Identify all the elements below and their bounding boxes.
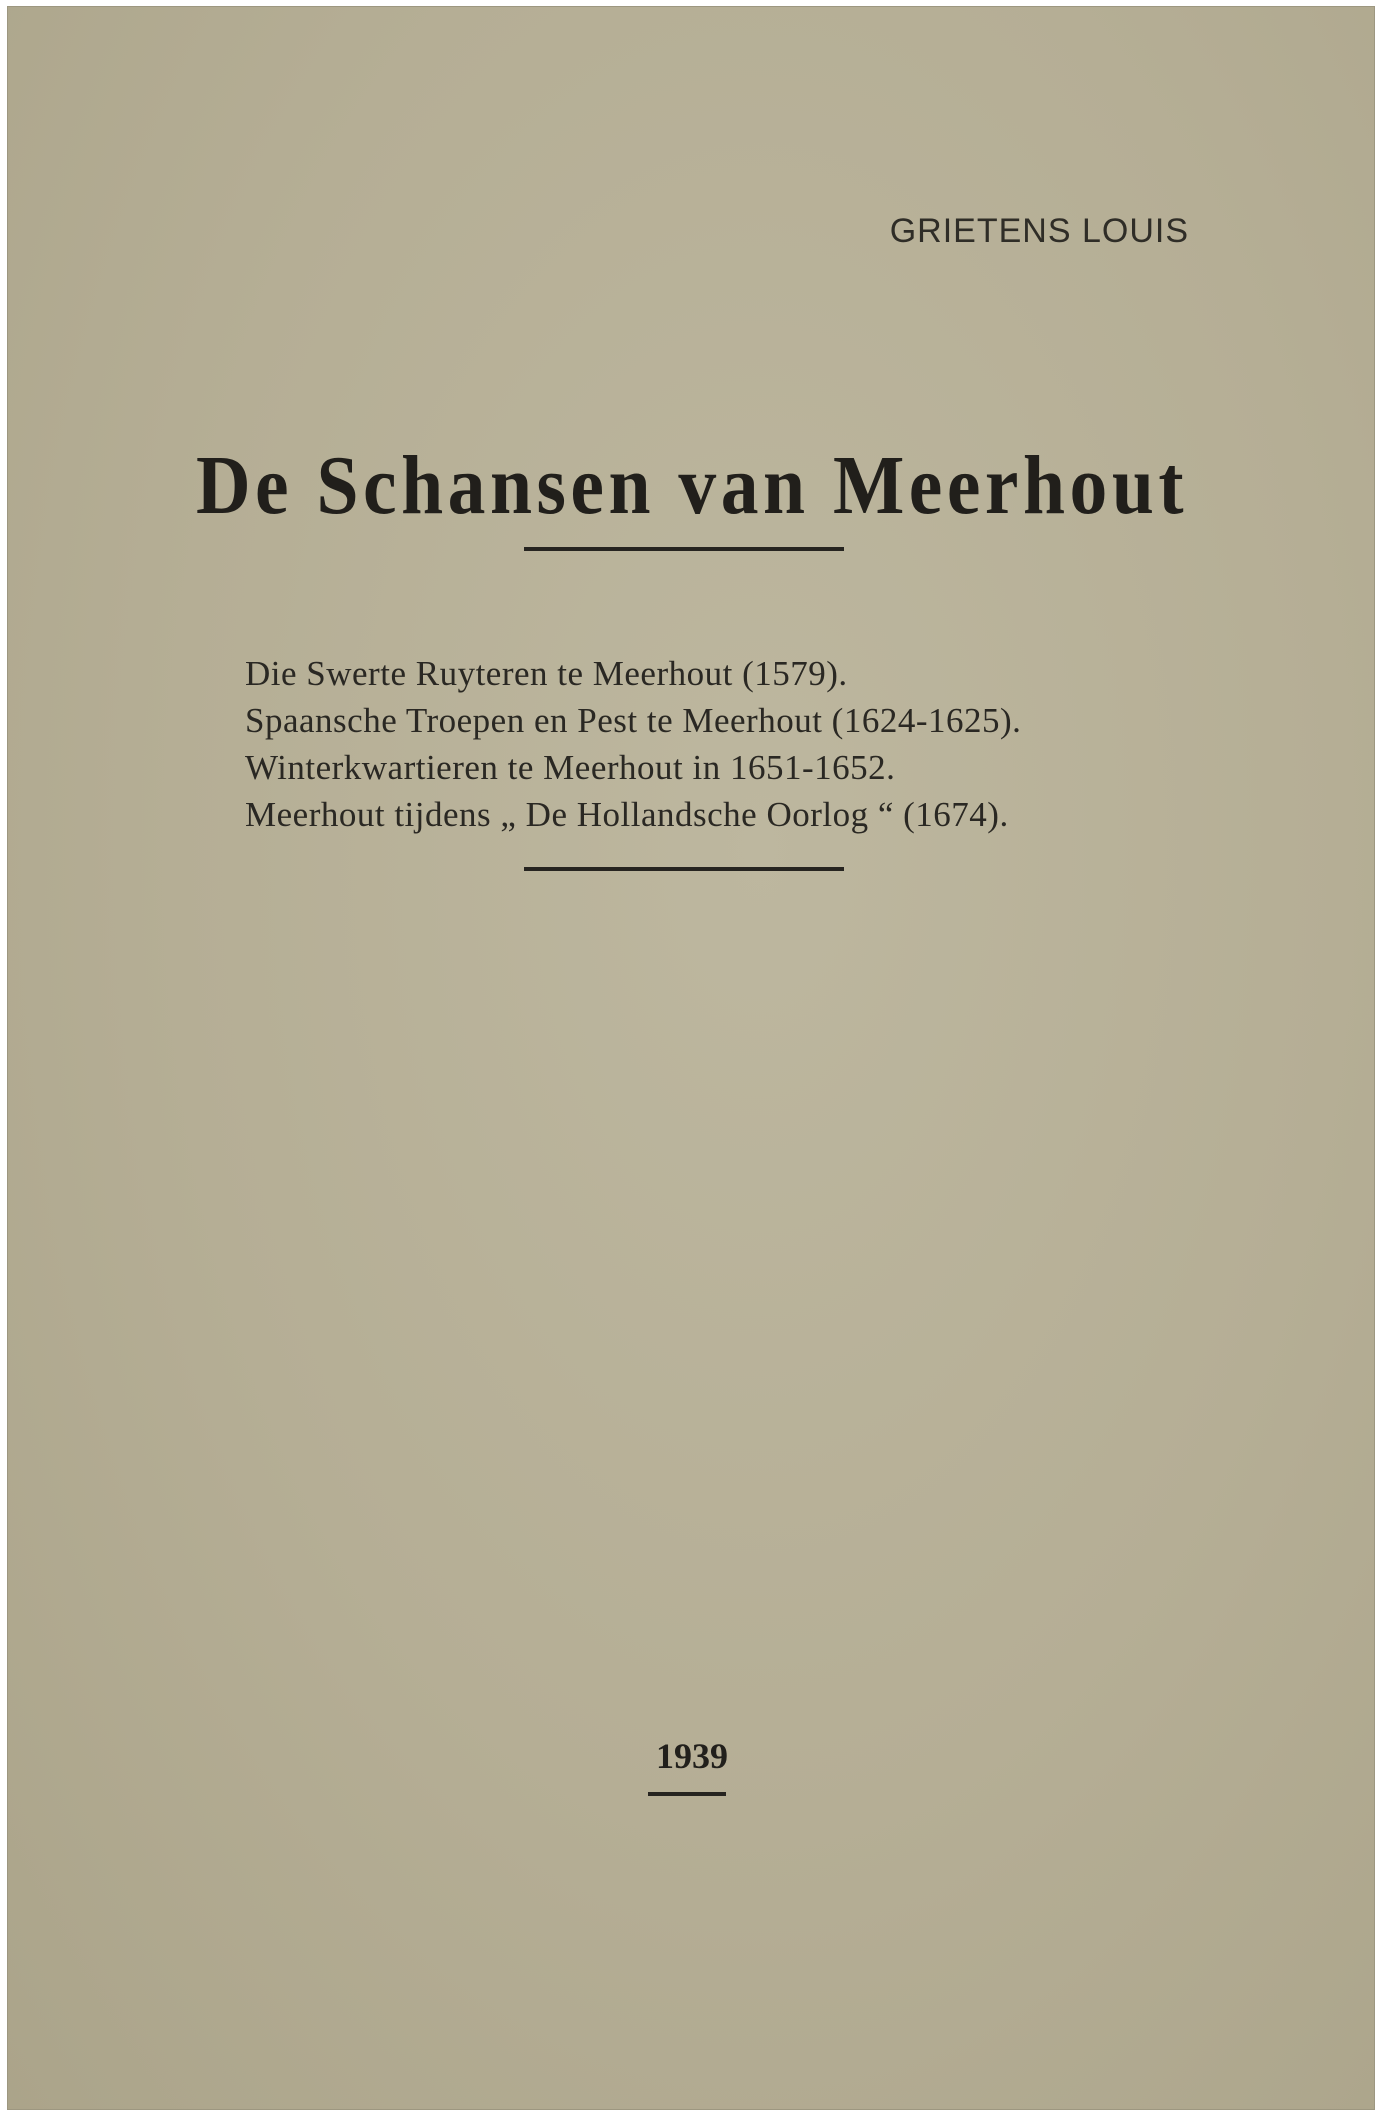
year-underline bbox=[648, 1792, 726, 1796]
book-title: De Schansen van Meerhout bbox=[195, 439, 1189, 532]
publication-year: 1939 bbox=[656, 1736, 728, 1776]
title-divider bbox=[524, 547, 844, 551]
contents-item: Die Swerte Ruyteren te Meerhout (1579). bbox=[245, 654, 848, 693]
contents-item: Winterkwartieren te Meerhout in 1651-1652. bbox=[245, 748, 896, 787]
contents-item: Meerhout tijdens „ De Hollandsche Oorlog “ (1674). bbox=[245, 795, 1009, 834]
book-cover bbox=[7, 6, 1375, 2110]
contents-item: Spaansche Troepen en Pest te Meerhout (1624-1625). bbox=[245, 701, 1022, 740]
contents-list bbox=[245, 650, 1021, 838]
author-name: GRIETENS LOUIS bbox=[889, 212, 1189, 250]
contents-divider bbox=[524, 867, 844, 871]
